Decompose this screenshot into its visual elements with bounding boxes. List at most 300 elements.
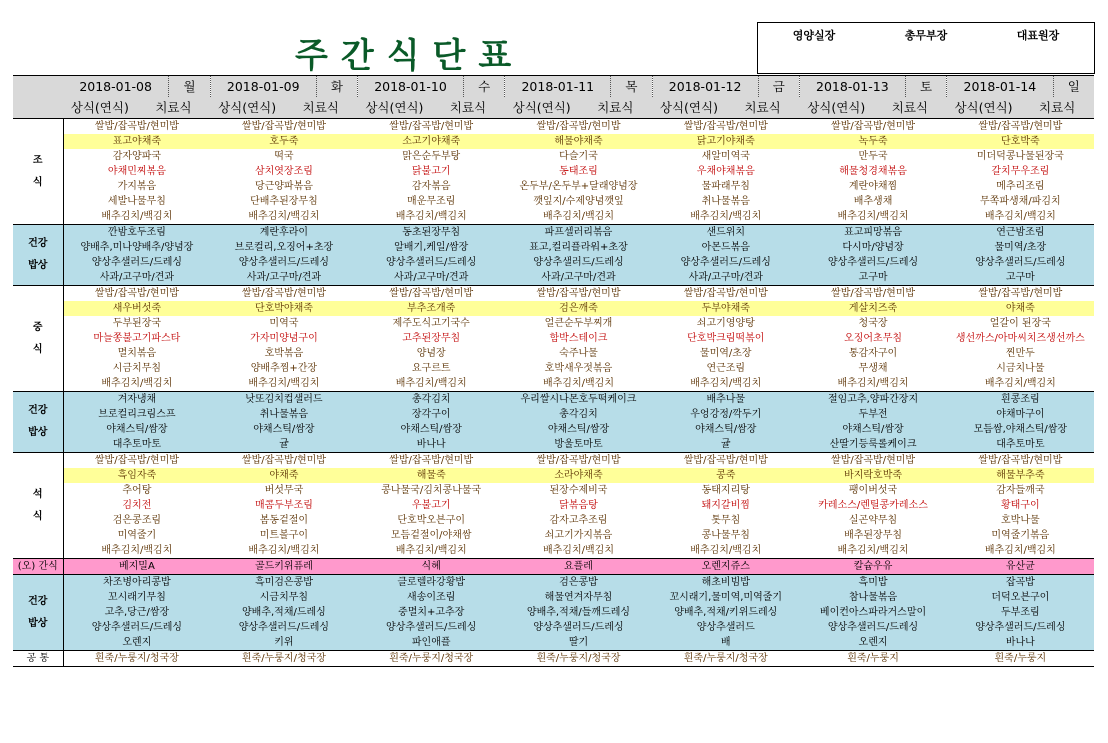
menu-item: 감자고추조림 [505, 513, 652, 528]
menu-item: 양상추샐러드 [652, 620, 799, 635]
menu-item: 귤 [210, 437, 357, 453]
weekday-label: 월 [168, 76, 210, 97]
menu-item: 가자미양념구이 [210, 331, 357, 346]
menu-item: 양상추샐러드/드레싱 [799, 255, 946, 270]
weekday-label: 화 [316, 76, 357, 97]
menu-item: 쌀밥/잡곡밥/현미밥 [210, 119, 357, 135]
snack-label: (오) 간식 [13, 559, 63, 575]
menu-item: 새우버섯죽 [63, 301, 210, 316]
menu-item: 멸치볶음 [63, 346, 210, 361]
diet-type-header [505, 97, 652, 119]
menu-item: 파프셀러리볶음 [505, 225, 652, 241]
menu-item: 배추김치/백김치 [210, 543, 357, 559]
therapeutic-diet-label: 치료식 [449, 100, 487, 115]
menu-item: 총각김치 [505, 407, 652, 422]
menu-item: 된장수제비국 [505, 483, 652, 498]
meal-section-label: 건강 밥상 [13, 575, 63, 651]
menu-item: 대추토마토 [947, 437, 1094, 453]
menu-item: 잡곡밥 [947, 575, 1094, 591]
menu-item: 감자볶음 [358, 179, 505, 194]
menu-item: 배추김치/백김치 [947, 543, 1094, 559]
menu-item: 미역국 [210, 316, 357, 331]
menu-item: 단배추된장무침 [210, 194, 357, 209]
menu-item: 삼치엿장조림 [210, 164, 357, 179]
date-label: 2018-01-14 [963, 79, 1037, 94]
menu-item: 배추김치/백김치 [358, 376, 505, 392]
menu-item: 추어탕 [63, 483, 210, 498]
menu-item: 계란후라이 [210, 225, 357, 241]
menu-item: 우채야채볶음 [652, 164, 799, 179]
menu-item: 카레소스/렌틸콩카레소스 [799, 498, 946, 513]
menu-item: 쌀밥/잡곡밥/현미밥 [63, 286, 210, 302]
menu-item: 쌀밥/잡곡밥/현미밥 [210, 286, 357, 302]
menu-item: 물미역/초장 [947, 240, 1094, 255]
menu-item: 무생채 [799, 361, 946, 376]
regular-diet-label: 상식(연식) [659, 100, 718, 115]
menu-item: 배추김치/백김치 [799, 543, 946, 559]
snack-item: 베지밀A [63, 559, 210, 575]
menu-item: 맑은순두부탕 [358, 149, 505, 164]
menu-item: 팽이버섯국 [799, 483, 946, 498]
menu-item: 콩나물무침 [652, 528, 799, 543]
menu-item: 쌀밥/잡곡밥/현미밥 [947, 286, 1094, 302]
menu-item: 동태조림 [505, 164, 652, 179]
menu-item: 오렌지 [799, 635, 946, 651]
date-label: 2018-01-13 [816, 79, 889, 94]
menu-item: 쌀밥/잡곡밥/현미밥 [505, 119, 652, 135]
menu-item: 배 [652, 635, 799, 651]
menu-item: 쌀밥/잡곡밥/현미밥 [63, 453, 210, 469]
menu-item: 사과/고구마/견과 [210, 270, 357, 286]
menu-item: 양배추찜+간장 [210, 361, 357, 376]
menu-item: 메추리조림 [947, 179, 1094, 194]
date-label: 2018-01-08 [79, 79, 152, 94]
menu-item: 시금치무침 [210, 590, 357, 605]
menu-item: 클로렐라강황밥 [358, 575, 505, 591]
menu-item: 미트볼구이 [210, 528, 357, 543]
menu-item: 차조병아리콩밥 [63, 575, 210, 591]
menu-item: 함박스테이크 [505, 331, 652, 346]
menu-item: 배추김치/백김치 [505, 376, 652, 392]
menu-item: 야채스틱/쌈장 [210, 422, 357, 437]
weekday-label: 수 [463, 76, 504, 97]
menu-item: 야채민찌볶음 [63, 164, 210, 179]
menu-item: 해물죽 [358, 468, 505, 483]
menu-item: 다시마/양념장 [799, 240, 946, 255]
menu-item: 배추김치/백김치 [652, 209, 799, 225]
common-label: 공 통 [13, 651, 63, 667]
menu-item: 계란야채찜 [799, 179, 946, 194]
menu-item: 양배추,적채/키위드레싱 [652, 605, 799, 620]
menu-item: 해물야채죽 [505, 134, 652, 149]
weekday-label: 목 [610, 76, 651, 97]
day-header [652, 76, 799, 98]
menu-item: 해초비빔밥 [652, 575, 799, 591]
signature-director: 대표원장 [1016, 29, 1060, 42]
menu-item: 물미역/초장 [652, 346, 799, 361]
menu-item: 키위 [210, 635, 357, 651]
menu-item: 요구르트 [358, 361, 505, 376]
menu-item: 브로컬리크림스프 [63, 407, 210, 422]
menu-item: 만두국 [799, 149, 946, 164]
menu-item: 해물청경채볶음 [799, 164, 946, 179]
regular-diet-label: 상식(연식) [365, 100, 424, 115]
menu-item: 고추,당근/쌈장 [63, 605, 210, 620]
menu-item: 매콤두부조림 [210, 498, 357, 513]
menu-item: 쇠고기가지볶음 [505, 528, 652, 543]
meal-section-label: 석 식 [13, 453, 63, 559]
menu-item: 배추김치/백김치 [63, 376, 210, 392]
menu-item: 얼갈이 된장국 [947, 316, 1094, 331]
menu-item: 흑미밥 [799, 575, 946, 591]
menu-item: 매운무조림 [358, 194, 505, 209]
meal-section-label: 중 식 [13, 286, 63, 392]
menu-item: 검은콩조림 [63, 513, 210, 528]
day-header [505, 76, 652, 98]
snack-item: 골드키위퓨레 [210, 559, 357, 575]
menu-item: 야채스틱/쌈장 [63, 422, 210, 437]
menu-item: 새송이조림 [358, 590, 505, 605]
menu-item: 귤 [652, 437, 799, 453]
signature-general-affairs: 총무부장 [904, 29, 948, 42]
menu-item: 베이컨아스파라거스말이 [799, 605, 946, 620]
snack-item: 오렌지쥬스 [652, 559, 799, 575]
corner-cell [13, 76, 63, 98]
day-header [210, 76, 357, 98]
date-label: 2018-01-11 [521, 79, 595, 94]
therapeutic-diet-label: 치료식 [1039, 100, 1076, 115]
menu-item: 쌀밥/잡곡밥/현미밥 [652, 453, 799, 469]
menu-item: 방울토마토 [505, 437, 652, 453]
menu-item: 배추김치/백김치 [799, 209, 946, 225]
menu-item: 콩죽 [652, 468, 799, 483]
menu-item: 미역줄기 [63, 528, 210, 543]
menu-item: 배추김치/백김치 [358, 209, 505, 225]
menu-item: 배추김치/백김치 [947, 209, 1094, 225]
menu-item: 미역줄기볶음 [947, 528, 1094, 543]
menu-item: 배추김치/백김치 [210, 209, 357, 225]
day-header [358, 76, 505, 98]
meal-section-label: 조 식 [13, 119, 63, 225]
menu-item: 시금치무침 [63, 361, 210, 376]
menu-item: 야채죽 [947, 301, 1094, 316]
menu-item: 세발나물무침 [63, 194, 210, 209]
menu-item: 파인애플 [358, 635, 505, 651]
menu-item: 쌀밥/잡곡밥/현미밥 [210, 453, 357, 469]
menu-item: 단호박크림떡볶이 [652, 331, 799, 346]
menu-item: 녹두죽 [799, 134, 946, 149]
meal-section-label: 건강 밥상 [13, 392, 63, 453]
common-item: 흰죽/누룽지/청국장 [505, 651, 652, 667]
common-item: 흰죽/누룽지 [947, 651, 1094, 667]
menu-item: 단호박오븐구이 [358, 513, 505, 528]
menu-item: 배추김치/백김치 [505, 209, 652, 225]
menu-item: 동태지리탕 [652, 483, 799, 498]
menu-item: 감자들깨국 [947, 483, 1094, 498]
menu-item: 떡국 [210, 149, 357, 164]
menu-item: 산딸기등룩롤케이크 [799, 437, 946, 453]
menu-item: 고구마 [799, 270, 946, 286]
menu-item: 배추김치/백김치 [652, 376, 799, 392]
diet-type-header [63, 97, 210, 119]
menu-item: 다슬기국 [505, 149, 652, 164]
menu-item: 딸기 [505, 635, 652, 651]
menu-item: 오렌지 [63, 635, 210, 651]
weekly-menu-table [13, 75, 1094, 667]
weekday-label: 금 [758, 76, 799, 97]
menu-item: 해물연겨자무침 [505, 590, 652, 605]
day-header [63, 76, 210, 98]
menu-item: 미더덕콩나물된장국 [947, 149, 1094, 164]
menu-item: 사과/고구마/견과 [505, 270, 652, 286]
menu-item: 호박볶음 [210, 346, 357, 361]
menu-item: 겨자냉채 [63, 392, 210, 408]
signature-nutrition: 영양실장 [792, 29, 836, 42]
menu-item: 온두부/온두부+달래양념장 [505, 179, 652, 194]
menu-item: 깻잎지/수제양념깻잎 [505, 194, 652, 209]
menu-item: 쌀밥/잡곡밥/현미밥 [799, 286, 946, 302]
day-header [947, 76, 1094, 98]
menu-item: 양상추샐러드/드레싱 [358, 255, 505, 270]
menu-item: 배추김치/백김치 [358, 543, 505, 559]
menu-item: 모듬쌈,야채스틱/쌈장 [947, 422, 1094, 437]
weekday-label: 일 [1053, 76, 1095, 97]
menu-item: 숙주나물 [505, 346, 652, 361]
menu-item: 양상추샐러드/드레싱 [799, 620, 946, 635]
date-label: 2018-01-10 [374, 79, 447, 94]
menu-item: 양상추샐러드/드레싱 [947, 620, 1094, 635]
menu-item: 검은깨죽 [505, 301, 652, 316]
regular-diet-label: 상식(연식) [807, 100, 866, 115]
menu-item: 호박새우젓볶음 [505, 361, 652, 376]
menu-item: 해물부추죽 [947, 468, 1094, 483]
page-title: 주간식단표 [295, 36, 525, 76]
diet-type-header [358, 97, 505, 119]
menu-item: 배추김치/백김치 [799, 376, 946, 392]
menu-item: 우엉강정/깍두기 [652, 407, 799, 422]
menu-item: 당근양파볶음 [210, 179, 357, 194]
menu-item: 꼬시래기,물미역,미역줄기 [652, 590, 799, 605]
date-label: 2018-01-09 [226, 79, 300, 94]
menu-item: 바지락호박죽 [799, 468, 946, 483]
menu-item: 배추나물 [652, 392, 799, 408]
diet-type-header [210, 97, 357, 119]
menu-item: 흑미검은콩밥 [210, 575, 357, 591]
menu-item: 고구마 [947, 270, 1094, 286]
diet-type-header [947, 97, 1094, 119]
approval-box [757, 22, 1095, 74]
menu-item: 감자양파국 [63, 149, 210, 164]
menu-item: 무쪽파생채/파김치 [947, 194, 1094, 209]
regular-diet-label: 상식(연식) [954, 100, 1013, 115]
menu-item: 단호박야채죽 [210, 301, 357, 316]
regular-diet-label: 상식(연식) [218, 100, 277, 115]
menu-item: 더덕오븐구이 [947, 590, 1094, 605]
menu-item: 갈치무우조림 [947, 164, 1094, 179]
menu-item: 배추김치/백김치 [63, 543, 210, 559]
menu-item: 배추김치/백김치 [210, 376, 357, 392]
menu-item: 야채스틱/쌈장 [799, 422, 946, 437]
menu-item: 쌀밥/잡곡밥/현미밥 [799, 453, 946, 469]
menu-item: 양상추샐러드/드레싱 [210, 620, 357, 635]
menu-item: 쌀밥/잡곡밥/현미밥 [358, 119, 505, 135]
menu-item: 표고,컬리플라워+초장 [505, 240, 652, 255]
menu-item: 바나나 [358, 437, 505, 453]
menu-item: 닭불고기 [358, 164, 505, 179]
menu-item: 생선까스/아마씨치즈생선까스 [947, 331, 1094, 346]
menu-item: 양배추,적채/드레싱 [210, 605, 357, 620]
menu-item: 표고야채죽 [63, 134, 210, 149]
menu-item: 연근조림 [652, 361, 799, 376]
menu-item: 사과/고구마/견과 [63, 270, 210, 286]
menu-item: 사과/고구마/견과 [652, 270, 799, 286]
weekday-label: 토 [905, 76, 946, 97]
day-header [799, 76, 946, 98]
menu-item: 통감자구이 [799, 346, 946, 361]
menu-item: 꼬시래기무침 [63, 590, 210, 605]
menu-item: 쌀밥/잡곡밥/현미밥 [358, 286, 505, 302]
therapeutic-diet-label: 치료식 [155, 100, 192, 115]
menu-item: 쌀밥/잡곡밥/현미밥 [799, 119, 946, 135]
menu-item: 알배기,케일/쌈장 [358, 240, 505, 255]
common-item: 흰죽/누룽지/청국장 [210, 651, 357, 667]
menu-item: 참나물볶음 [799, 590, 946, 605]
menu-item: 배추김치/백김치 [947, 376, 1094, 392]
menu-item: 아몬드볶음 [652, 240, 799, 255]
diet-type-header [652, 97, 799, 119]
menu-item: 흰콩조림 [947, 392, 1094, 408]
snack-item: 칼슘우유 [799, 559, 946, 575]
menu-item: 바나나 [947, 635, 1094, 651]
menu-item: 총각김치 [358, 392, 505, 408]
menu-item: 마늘쫑불고기파스타 [63, 331, 210, 346]
menu-item: 배추된장무침 [799, 528, 946, 543]
menu-item: 게살치즈죽 [799, 301, 946, 316]
date-label: 2018-01-12 [668, 79, 742, 94]
menu-item: 양배추,미나양배추/양념장 [63, 240, 210, 255]
menu-item: 사과/고구마/견과 [358, 270, 505, 286]
menu-item: 버섯무국 [210, 483, 357, 498]
menu-item: 야채마구이 [947, 407, 1094, 422]
menu-item: 샌드위치 [652, 225, 799, 241]
menu-item: 찐만두 [947, 346, 1094, 361]
menu-item: 양배추,적채/들깨드레싱 [505, 605, 652, 620]
menu-item: 중멸치+고추장 [358, 605, 505, 620]
menu-item: 배추생채 [799, 194, 946, 209]
snack-item: 유산균 [947, 559, 1094, 575]
menu-item: 제주도식고기국수 [358, 316, 505, 331]
menu-item: 물파래무침 [652, 179, 799, 194]
menu-item: 쌀밥/잡곡밥/현미밥 [63, 119, 210, 135]
menu-item: 새알미역국 [652, 149, 799, 164]
menu-item: 돼지갈비찜 [652, 498, 799, 513]
menu-item: 야채죽 [210, 468, 357, 483]
snack-item: 요플레 [505, 559, 652, 575]
menu-item: 절임고추,양파간장지 [799, 392, 946, 408]
menu-item: 고추된장무침 [358, 331, 505, 346]
menu-item: 부추조개죽 [358, 301, 505, 316]
menu-item: 쌀밥/잡곡밥/현미밥 [947, 119, 1094, 135]
menu-item: 양상추샐러드/드레싱 [210, 255, 357, 270]
menu-item: 두부전 [799, 407, 946, 422]
menu-item: 두부조림 [947, 605, 1094, 620]
menu-item: 쇠고기영양탕 [652, 316, 799, 331]
menu-item: 우불고기 [358, 498, 505, 513]
menu-item: 양상추샐러드/드레싱 [947, 255, 1094, 270]
menu-item: 취나물볶음 [210, 407, 357, 422]
menu-item: 호박나물 [947, 513, 1094, 528]
menu-item: 야채스틱/쌈장 [505, 422, 652, 437]
common-item: 흰죽/누룽지/청국장 [358, 651, 505, 667]
menu-item: 쌀밥/잡곡밥/현미밥 [505, 286, 652, 302]
menu-item: 배추김치/백김치 [505, 543, 652, 559]
menu-item: 소라야채죽 [505, 468, 652, 483]
menu-item: 두부야채죽 [652, 301, 799, 316]
menu-item: 브로컬리,오징어+초장 [210, 240, 357, 255]
menu-item: 야채스틱/쌈장 [358, 422, 505, 437]
meal-section-label: 건강 밥상 [13, 225, 63, 286]
therapeutic-diet-label: 치료식 [597, 100, 634, 115]
menu-item: 김치전 [63, 498, 210, 513]
menu-item: 봄동겉절이 [210, 513, 357, 528]
menu-item: 단호박죽 [947, 134, 1094, 149]
menu-item: 쌀밥/잡곡밥/현미밥 [505, 453, 652, 469]
menu-item: 표고피망볶음 [799, 225, 946, 241]
menu-item: 배추김치/백김치 [652, 543, 799, 559]
menu-item: 우리쌀시나몬호두떡케이크 [505, 392, 652, 408]
menu-item: 쌀밥/잡곡밥/현미밥 [652, 119, 799, 135]
menu-item: 닭고기야채죽 [652, 134, 799, 149]
menu-item: 검은콩밥 [505, 575, 652, 591]
menu-item: 양상추샐러드/드레싱 [652, 255, 799, 270]
regular-diet-label: 상식(연식) [70, 100, 129, 115]
menu-item: 모듬겉절이/야채쌈 [358, 528, 505, 543]
therapeutic-diet-label: 치료식 [891, 100, 928, 115]
menu-item: 실곤약무침 [799, 513, 946, 528]
menu-item: 장각구이 [358, 407, 505, 422]
menu-item: 톳무침 [652, 513, 799, 528]
therapeutic-diet-label: 치료식 [744, 100, 781, 115]
menu-item: 청국장 [799, 316, 946, 331]
menu-item: 야채스틱/쌈장 [652, 422, 799, 437]
menu-item: 낫또김치컵샐러드 [210, 392, 357, 408]
common-item: 흰죽/누룽지 [799, 651, 946, 667]
menu-item: 호두죽 [210, 134, 357, 149]
menu-item: 동초된장무침 [358, 225, 505, 241]
menu-item: 얼큰순두부찌개 [505, 316, 652, 331]
menu-item: 양념장 [358, 346, 505, 361]
menu-item: 쌀밥/잡곡밥/현미밥 [652, 286, 799, 302]
snack-item: 식혜 [358, 559, 505, 575]
menu-item: 양상추샐러드/드레싱 [505, 255, 652, 270]
menu-item: 배추김치/백김치 [63, 209, 210, 225]
menu-item: 쌀밥/잡곡밥/현미밥 [947, 453, 1094, 469]
therapeutic-diet-label: 치료식 [302, 100, 339, 115]
menu-item: 깐밤호두조림 [63, 225, 210, 241]
menu-item: 취나물볶음 [652, 194, 799, 209]
menu-item: 소고기야채죽 [358, 134, 505, 149]
menu-item: 가지볶음 [63, 179, 210, 194]
common-item: 흰죽/누룽지/청국장 [63, 651, 210, 667]
menu-item: 대추토마토 [63, 437, 210, 453]
common-item: 흰죽/누룽지/청국장 [652, 651, 799, 667]
menu-item: 양상추샐러드/드레싱 [358, 620, 505, 635]
menu-item: 연근밤조림 [947, 225, 1094, 241]
menu-item: 두부된장국 [63, 316, 210, 331]
regular-diet-label: 상식(연식) [512, 100, 571, 115]
menu-item: 쌀밥/잡곡밥/현미밥 [358, 453, 505, 469]
menu-item: 양상추샐러드/드레싱 [63, 255, 210, 270]
